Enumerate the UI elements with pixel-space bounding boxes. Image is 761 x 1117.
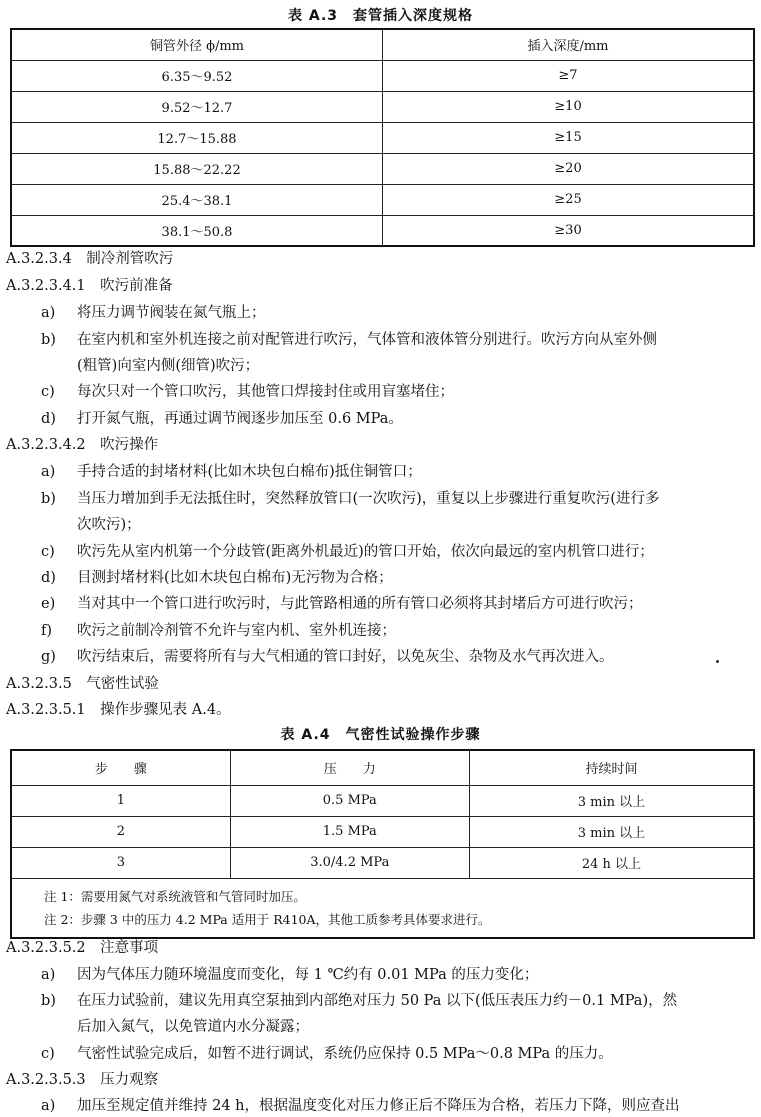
list-item-text: 吹污先从室内机第一个分歧管(距离外机最近)的管口开始，依次向最远的室内机管口进行； [77, 544, 654, 560]
list-item-label: c) [41, 544, 55, 560]
table-cell: ≥10 [383, 91, 755, 122]
list-item-text: 目测封堵材料(比如木块包白棉布)无污物为合格； [77, 570, 393, 586]
list-item-text: 因为气体压力随环境温度而变化，每 1 ℃约有 0.01 MPa 的压力变化； [77, 967, 539, 983]
list-item-label: c) [41, 384, 55, 400]
list-item-label: d) [41, 570, 56, 586]
table-cell: ≥20 [383, 153, 755, 184]
section-heading: A.3.2.3.5 气密性试验 [6, 676, 159, 692]
list-item-text: 加压至规定值并维持 24 h，根据温度变化对压力修正后不降压为合格，若压力下降，则应查出 [77, 1098, 680, 1114]
list-item-label: b) [41, 332, 56, 348]
section-heading: A.3.2.3.4 制冷剂管吹污 [6, 251, 174, 267]
table-cell: 2 [11, 816, 230, 847]
list-item-text: 吹污结束后，需要将所有与大气相通的管口封好，以免灰尘、杂物及水气再次进入。 [77, 649, 614, 665]
table-cell: ≥30 [383, 215, 755, 246]
list-item-text: 当压力增加到手无法抵住时，突然释放管口(一次吹污)，重复以上步骤进行重复吹污(进行多 [77, 491, 660, 507]
table-cell: 24 h 以上 [469, 847, 754, 878]
table-note: 注 1：需要用氮气对系统液管和气管同时加压。 [11, 878, 754, 908]
list-item-continuation: 后加入氮气，以免管道内水分凝露； [77, 1019, 309, 1035]
column-header: 步 骤 [11, 750, 230, 785]
list-item-label: g) [41, 649, 56, 665]
table-header-row [11, 750, 754, 785]
list-item-label: d) [41, 411, 56, 427]
table-row [11, 91, 754, 122]
table-cell: 12.7～15.88 [11, 122, 383, 153]
table-a4 [10, 749, 755, 939]
list-item-label: a) [41, 305, 56, 321]
list-item-text: 每次只对一个管口吹污，其他管口焊接封住或用盲塞堵住； [77, 384, 454, 400]
table-a3 [10, 28, 755, 247]
table-cell: 3.0/4.2 MPa [230, 847, 469, 878]
list-item-label: f) [41, 623, 53, 639]
list-item-label: a) [41, 1098, 56, 1114]
table-row [11, 122, 754, 153]
table-cell: 6.35～9.52 [11, 60, 383, 91]
table-cell: 15.88～22.22 [11, 153, 383, 184]
list-item-continuation: (粗管)向室内侧(细管)吹污； [77, 358, 260, 374]
list-item-label: b) [41, 491, 56, 507]
table-cell: 0.5 MPa [230, 785, 469, 816]
subsection-heading: A.3.2.3.5.1 操作步骤见表 A.4。 [6, 702, 231, 718]
table-row [11, 816, 754, 847]
list-item-label: a) [41, 464, 56, 480]
subsection-heading: A.3.2.3.4.2 吹污操作 [6, 437, 159, 453]
list-item-label: c) [41, 1046, 55, 1062]
table-cell: ≥7 [383, 60, 755, 91]
list-item-text: 当对其中一个管口进行吹污时，与此管路相通的所有管口必须将其封堵后方可进行吹污； [77, 596, 643, 612]
table-note-row [11, 878, 754, 908]
table-cell: ≥15 [383, 122, 755, 153]
list-item-text: 气密性试验完成后，如暂不进行调试，系统仍应保持 0.5 MPa～0.8 MPa 的压力。 [77, 1046, 613, 1062]
table-note-row [11, 908, 754, 938]
column-header: 铜管外径 ϕ/mm [11, 29, 383, 60]
list-item-text: 将压力调节阀装在氮气瓶上； [77, 305, 266, 321]
table-cell: 3 min 以上 [469, 785, 754, 816]
subsection-heading: A.3.2.3.5.3 压力观察 [6, 1072, 159, 1088]
table-note: 注 2：步骤 3 中的压力 4.2 MPa 适用于 R410A，其他工质参考具体要求进行。 [11, 908, 754, 938]
table-row [11, 847, 754, 878]
table-cell: 3 [11, 847, 230, 878]
table-a4-title: 表 A.4 气密性试验操作步骤 [280, 727, 481, 743]
list-item-label: a) [41, 967, 56, 983]
table-row [11, 153, 754, 184]
subsection-heading: A.3.2.3.4.1 吹污前准备 [6, 278, 173, 294]
table-cell: 38.1～50.8 [11, 215, 383, 246]
subsection-heading: A.3.2.3.5.2 注意事项 [6, 940, 159, 956]
list-item-text: 在室内机和室外机连接之前对配管进行吹污，气体管和液体管分别进行。吹污方向从室外侧 [77, 332, 657, 348]
list-item-text: 吹污之前制冷剂管不允许与室内机、室外机连接； [77, 623, 396, 639]
table-row [11, 215, 754, 246]
column-header: 压 力 [230, 750, 469, 785]
table-cell: ≥25 [383, 184, 755, 215]
table-cell: 25.4～38.1 [11, 184, 383, 215]
list-item-label: e) [41, 596, 56, 612]
table-header-row [11, 29, 754, 60]
table-cell: 1 [11, 785, 230, 816]
table-row [11, 785, 754, 816]
table-a3-title: 表 A.3 套管插入深度规格 [287, 8, 474, 24]
table-cell: 3 min 以上 [469, 816, 754, 847]
column-header: 持续时间 [469, 750, 754, 785]
table-row [11, 184, 754, 215]
table-row [11, 60, 754, 91]
column-header: 插入深度/mm [383, 29, 755, 60]
table-cell: 1.5 MPa [230, 816, 469, 847]
list-item-label: b) [41, 993, 56, 1009]
list-item-text: 手持合适的封堵材料(比如木块包白棉布)抵住铜管口； [77, 464, 422, 480]
scan-speck [716, 660, 719, 663]
list-item-continuation: 次吹污)； [77, 517, 141, 533]
list-item-text: 在压力试验前，建议先用真空泵抽到内部绝对压力 50 Pa 以下(低压表压力约－0.1 MPa)，然 [77, 993, 678, 1009]
table-cell: 9.52～12.7 [11, 91, 383, 122]
list-item-text: 打开氮气瓶，再通过调节阀逐步加压至 0.6 MPa。 [77, 411, 403, 427]
